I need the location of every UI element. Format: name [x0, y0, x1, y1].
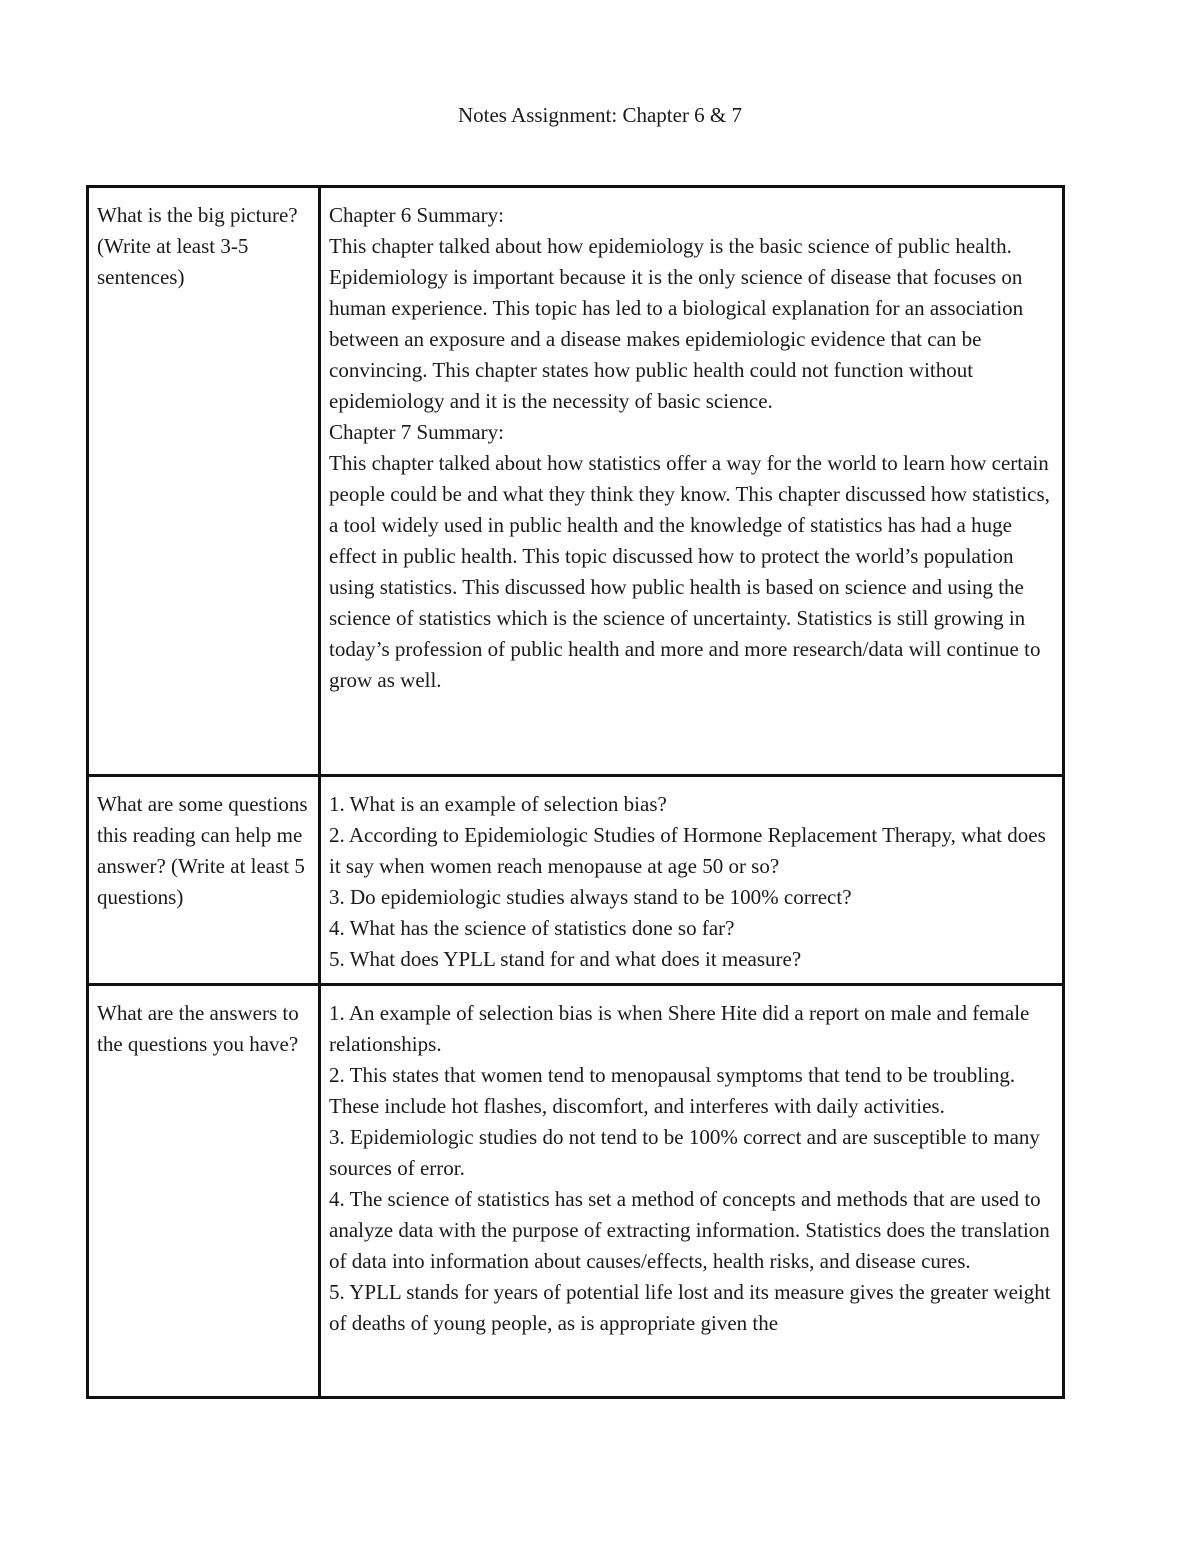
- prompt-cell: [88, 985, 320, 1398]
- question-item: 3. Do epidemiologic studies always stand to be 100% correct?: [329, 885, 852, 909]
- response-cell: [320, 187, 1064, 776]
- answer-item: 4. The science of statistics has set a method of concepts and methods that are used to analyze data with the purpose of extracting information. Statistics does the translation of data into information about causes/effects, health risks, and disease cures.: [329, 1187, 1056, 1273]
- answer-item: 5. YPLL stands for years of potential life lost and its measure gives the greater weight of deaths of young people, as is appropriate given the: [329, 1280, 1056, 1335]
- prompt-cell: [88, 187, 320, 776]
- table-row-answers: [88, 985, 1064, 1398]
- response-cell: [320, 776, 1064, 985]
- chapter-6-summary: This chapter talked about how epidemiology is the basic science of public health. Epidemiology is important because it is the only science of disease that focuses on human experience. This topic has led to a biological explanation for an association between an exposure and a disease makes epidemiologic evidence that can be convincing. This chapter states how public health could not function without epidemiology and it is the necessity of basic science.: [329, 234, 1029, 413]
- answer-item: 3. Epidemiologic studies do not tend to be 100% correct and are susceptible to many sources of error.: [329, 1125, 1046, 1180]
- page-title: Notes Assignment: Chapter 6 & 7: [457, 103, 743, 127]
- table-row-questions: [88, 776, 1064, 985]
- chapter-6-heading: Chapter 6 Summary:: [329, 203, 504, 227]
- response-cell: [320, 985, 1064, 1398]
- question-item: 1. What is an example of selection bias?: [329, 792, 667, 816]
- answer-item: 1. An example of selection bias is when Shere Hite did a report on male and female relationships.: [329, 1001, 1035, 1056]
- notes-table: [86, 185, 1065, 1399]
- question-item: 5. What does YPLL stand for and what does it measure?: [329, 947, 802, 971]
- prompt-text: What is the big picture? (Write at least 3-5 sentences): [97, 203, 303, 289]
- prompt-text: What are the answers to the questions you have?: [97, 1001, 304, 1056]
- table-row-big-picture: [88, 187, 1064, 776]
- question-item: 2. According to Epidemiologic Studies of Hormone Replacement Therapy, what does it say when women reach menopause at age 50 or so?: [329, 823, 1051, 878]
- question-item: 4. What has the science of statistics done so far?: [329, 916, 735, 940]
- chapter-7-summary: This chapter talked about how statistics offer a way for the world to learn how certain people could be and what they think they know. This chapter discussed how statistics, a tool widely used in public health and the knowledge of statistics has had a huge effect in public health. This topic discussed how to protect the world’s population using statistics. This discussed how public health is based on science and using the science of statistics which is the science of uncertainty. Statistics is still growing in today’s profession of public health and more and more research/data will continue to grow as well.: [329, 451, 1056, 692]
- chapter-7-heading: Chapter 7 Summary:: [329, 420, 504, 444]
- prompt-text: What are some questions this reading can help me answer? (Write at least 5 questions): [97, 792, 313, 909]
- prompt-cell: [88, 776, 320, 985]
- answer-item: 2. This states that women tend to menopausal symptoms that tend to be troubling. These include hot flashes, discomfort, and interferes with daily activities.: [329, 1063, 1020, 1118]
